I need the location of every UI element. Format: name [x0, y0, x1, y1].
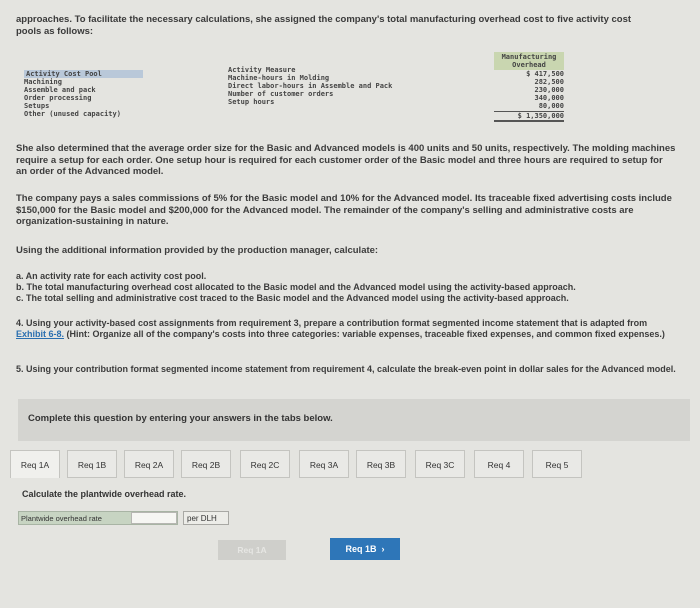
pool-row: Other (unused capacity)	[24, 110, 121, 118]
tab-req-3a[interactable]: Req 3A	[299, 450, 349, 478]
overhead-value: $ 417,500	[526, 70, 564, 78]
req4-text: 4. Using your activity-based cost assignments from requirement 3, prepare a contribution format segmented income statement that is adapted from	[16, 318, 648, 328]
requirement-4	[16, 318, 676, 340]
overhead-header-line2: Overhead	[512, 61, 546, 69]
tab-req-3c[interactable]: Req 3C	[415, 450, 465, 478]
complete-instruction: Complete this question by entering your answers in the tabs below.	[28, 413, 333, 424]
overhead-column	[494, 52, 564, 122]
pool-row: Assemble and pack	[24, 86, 96, 94]
measure-row: Setup hours	[228, 98, 275, 106]
measure-row: Number of customer orders	[228, 90, 334, 98]
req4-hint: (Hint: Organize all of the company's costs into three categories: variable expenses, traceable fixed expenses, and common fixed expenses.)	[64, 329, 665, 339]
requirement-tabs	[10, 450, 690, 480]
intro-text: approaches. To facilitate the necessary calculations, she assigned the company's total manufacturing overhead cost to five activity cost pools as follows:	[16, 14, 632, 37]
requirement-c: c. The total selling and administrative cost traced to the Basic model and the Advanced model using the activity-based approach.	[16, 293, 569, 303]
requirement-list	[16, 271, 676, 304]
plantwide-rate-input[interactable]	[131, 512, 177, 524]
tab-req-2c[interactable]: Req 2C	[240, 450, 290, 478]
requirement-5: 5. Using your contribution format segmented income statement from requirement 4, calculate the break-even point in dollar sales for the Advanced model.	[16, 364, 676, 374]
instructions-banner	[18, 399, 690, 441]
measure-header: Activity Measure	[228, 66, 296, 74]
activity-measure-column	[228, 66, 488, 106]
overhead-total: $ 1,350,000	[494, 111, 564, 122]
question-text: Calculate the plantwide overhead rate.	[22, 489, 187, 499]
overhead-value: 340,000	[534, 94, 564, 102]
prev-button[interactable]: Req 1A	[218, 540, 286, 560]
exhibit-link[interactable]: Exhibit 6-8.	[16, 329, 65, 339]
requirement-b: b. The total manufacturing overhead cost allocated to the Basic model and the Advanced model using the activity-based approach.	[16, 282, 576, 292]
chevron-right-icon: ›	[381, 544, 385, 554]
overhead-value: 230,000	[534, 86, 564, 94]
overhead-header-line1: Manufacturing	[501, 53, 557, 61]
tab-req-2b[interactable]: Req 2B	[181, 450, 231, 478]
tab-req-1b[interactable]: Req 1B	[67, 450, 117, 478]
order-size-paragraph: She also determined that the average order size for the Basic and Advanced models is 400 units and 50 units, respectively. The molding machines require a setup for each order. One setup hour is required for each customer order of the Basic model and three hours are required to setup for an order of the Advanced model.	[16, 143, 676, 177]
tab-req-2a[interactable]: Req 2A	[124, 450, 174, 478]
pool-row: Machining	[24, 78, 62, 86]
tab-req-3b[interactable]: Req 3B	[356, 450, 406, 478]
unit-label: per DLH	[183, 511, 229, 525]
measure-row: Direct labor-hours in Assemble and Pack	[228, 82, 393, 90]
activity-pool-column	[24, 70, 214, 118]
pool-header: Activity Cost Pool	[24, 70, 143, 78]
tab-req-5[interactable]: Req 5	[532, 450, 582, 478]
overhead-header	[494, 52, 564, 70]
calculate-instruction: Using the additional information provided by the production manager, calculate:	[16, 245, 379, 256]
tab-req-4[interactable]: Req 4	[474, 450, 524, 478]
plantwide-rate-label: Plantwide overhead rate	[18, 511, 178, 525]
tab-req-1a[interactable]: Req 1A	[10, 450, 60, 478]
pool-row: Order processing	[24, 94, 92, 102]
cost-pool-table	[20, 52, 564, 130]
overhead-value: 282,500	[534, 78, 564, 86]
measure-row: Machine-hours in Molding	[228, 74, 330, 82]
commission-paragraph: The company pays a sales commissions of 5% for the Basic model and 10% for the Advanced model. Its traceable fixed advertising costs include $150,000 for the Basic model and $200,000 for the Advanced model. The remainder of the company's selling and administrative costs are organization-sustaining in nature.	[16, 193, 672, 227]
overhead-value: 80,000	[538, 102, 564, 110]
requirement-a: a. An activity rate for each activity cost pool.	[16, 271, 207, 281]
next-button-label: Req 1B	[345, 544, 377, 554]
next-button[interactable]	[330, 538, 400, 560]
pool-row: Setups	[24, 102, 50, 110]
